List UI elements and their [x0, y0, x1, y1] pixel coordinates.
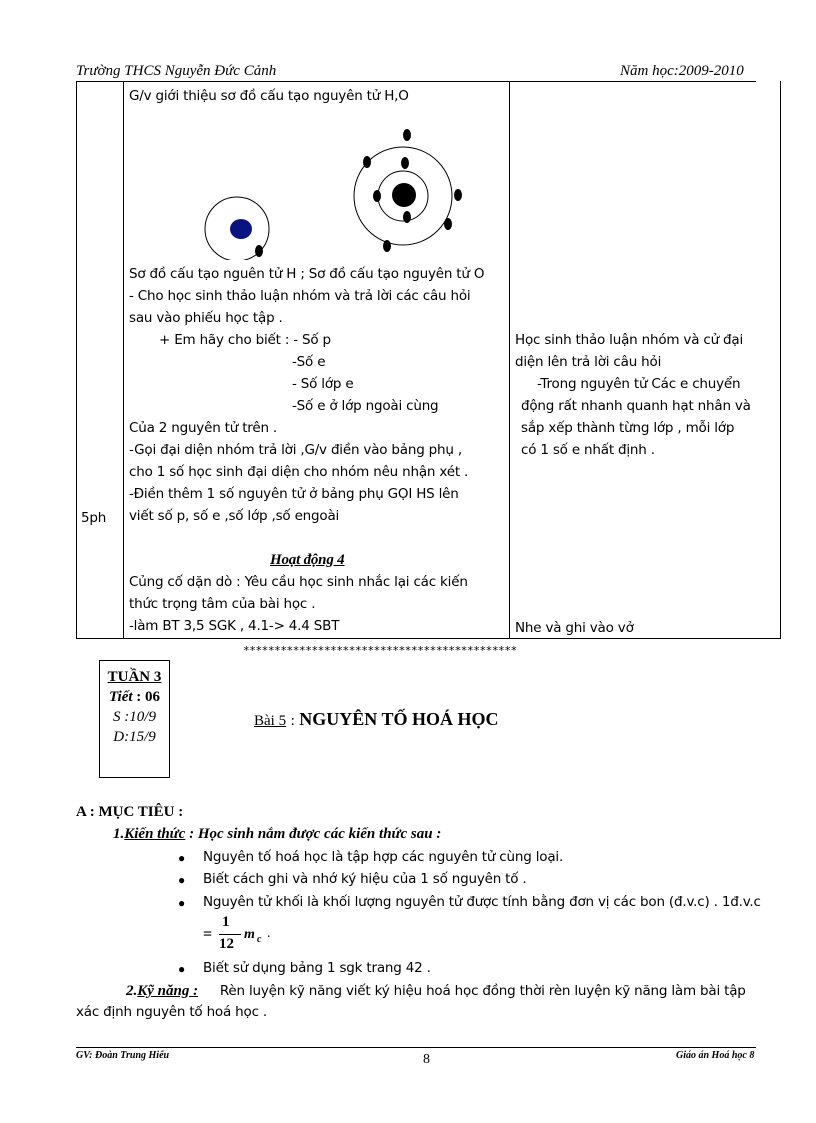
table-col-divider-2 [509, 81, 510, 638]
table-border-right [780, 81, 781, 638]
teacher-step-4: viết số p, số e ,số lớp ,số engoài [129, 508, 340, 524]
knowledge-item-3: Nguyên tử khối là khối lượng nguyên tử được tính bằng đơn vị các bon (đ.v.c) . 1đ.v.c [203, 894, 761, 910]
question-2: -Số e [292, 354, 326, 370]
diagram-caption: Sơ đồ cấu tạo nguên tử H ; Sơ đồ cấu tạo nguyên tử O [129, 266, 485, 282]
knowledge-item-4: Biết sử dụng bảng 1 sgk trang 42 . [203, 960, 431, 976]
table-border-left [76, 81, 77, 638]
separator-stars: ******************************************** [243, 644, 517, 657]
date-d: D:15/9 [113, 729, 156, 745]
teacher-intro: G/v giới thiệu sơ đồ cấu tạo nguyên tử H,O [129, 88, 409, 104]
consolidation-1: Củng cố dặn dò : Yêu cầu học sinh nhắc lại các kiến [129, 574, 468, 590]
week-label: TUẦN 3 [107, 669, 162, 685]
footer-page-number: 8 [423, 1052, 430, 1067]
skills-line: 2.Kỹ năng : Rèn luyện kỹ năng viết ký hiệu hoá học đồng thời rèn luyện kỹ năng làm bài tập [126, 983, 746, 999]
student-line-7: Nhe và ghi vào vở [515, 620, 634, 636]
time-cell: 5ph [81, 510, 107, 526]
table-border-bottom [76, 638, 781, 639]
bullet-1-icon: ● [178, 851, 186, 865]
period-label: Tiết : 06 [108, 689, 161, 705]
table-col-divider-1 [123, 81, 124, 638]
header-school: Trường THCS Nguyễn Đức Cảnh [76, 63, 277, 79]
consolidation-3: -làm BT 3,5 SGK , 4.1-> 4.4 SBT [129, 618, 340, 634]
teacher-step-2: cho 1 số học sinh đại diện cho nhóm nêu nhận xét . [129, 464, 469, 480]
objectives-heading: A : MỤC TIÊU : [76, 804, 184, 820]
student-line-5: sắp xếp thành từng lớp , mỗi lớp [521, 420, 735, 436]
oxygen-atom-diagram [354, 129, 462, 252]
date-s: S :10/9 [113, 709, 156, 725]
lesson-info-box [99, 660, 170, 778]
teacher-step-1: -Gọi đại diện nhóm trả lời ,G/v điền vào bảng phụ , [129, 442, 462, 458]
student-line-4: động rất nhanh quanh hạt nhân và [521, 398, 751, 414]
teacher-step-3: -Điền thêm 1 số nguyên tử ở bảng phụ GỌI HS lên [129, 486, 459, 502]
question-end: Của 2 nguyên tử trên . [129, 420, 277, 436]
footer-rule [76, 1047, 756, 1048]
bullet-3-icon: ● [178, 896, 186, 910]
question-intro: + Em hãy cho biết : - Số p [159, 332, 331, 348]
lesson-number: Bài 5 [254, 713, 287, 729]
hydrogen-atom-diagram [205, 197, 269, 260]
activity-4-title: Hoạt động 4 [270, 552, 345, 568]
question-4: -Số e ở lớp ngoài cùng [292, 398, 439, 414]
student-line-1: Học sinh thảo luận nhóm và cử đại [515, 332, 744, 348]
skills-text-2: xác định nguyên tố hoá học . [76, 1004, 267, 1020]
teacher-column [129, 263, 484, 637]
skills-text: Rèn luyện kỹ năng viết ký hiệu hoá học đồng thời rèn luyện kỹ năng làm bài tập [219, 983, 746, 999]
lesson-name: NGUYÊN TỐ HOÁ HỌC [299, 709, 499, 729]
student-line-3: -Trong nguyên tử Các e chuyển [537, 376, 741, 392]
atom-diagrams [195, 120, 485, 260]
question-3: - Số lớp e [292, 376, 354, 392]
bullet-4-icon: ● [178, 962, 186, 976]
knowledge-item-1: Nguyên tố hoá học là tập hợp các nguyên tử cùng loại. [203, 849, 564, 865]
teacher-task-1: - Cho học sinh thảo luận nhóm và trả lời các câu hỏi [129, 288, 471, 304]
header-year: Năm học:2009-2010 [620, 63, 744, 79]
header-rule [76, 81, 756, 82]
bullet-2-icon: ● [178, 873, 186, 887]
knowledge-item-2: Biết cách ghi và nhớ ký hiệu của 1 số nguyên tố . [203, 871, 527, 887]
lesson-title: Bài 5 : NGUYÊN TỐ HOÁ HỌC [254, 709, 499, 729]
student-column [515, 329, 777, 461]
consolidation-2: thức trọng tâm của bài học . [129, 596, 316, 612]
student-line-2: diện lên trả lời câu hỏi [515, 354, 662, 370]
formula: = 1 12 m c . [203, 914, 271, 952]
knowledge-heading: 1.Kiến thức : Học sinh nắm được các kiến thức sau : [113, 826, 442, 842]
footer-teacher: GV: Đoàn Trung Hiếu [76, 1050, 170, 1061]
teacher-task-2: sau vào phiếu học tập . [129, 310, 283, 326]
student-line-6: có 1 số e nhất định . [521, 442, 655, 458]
footer-doc: Giáo án Hoá học 8 [676, 1050, 755, 1061]
